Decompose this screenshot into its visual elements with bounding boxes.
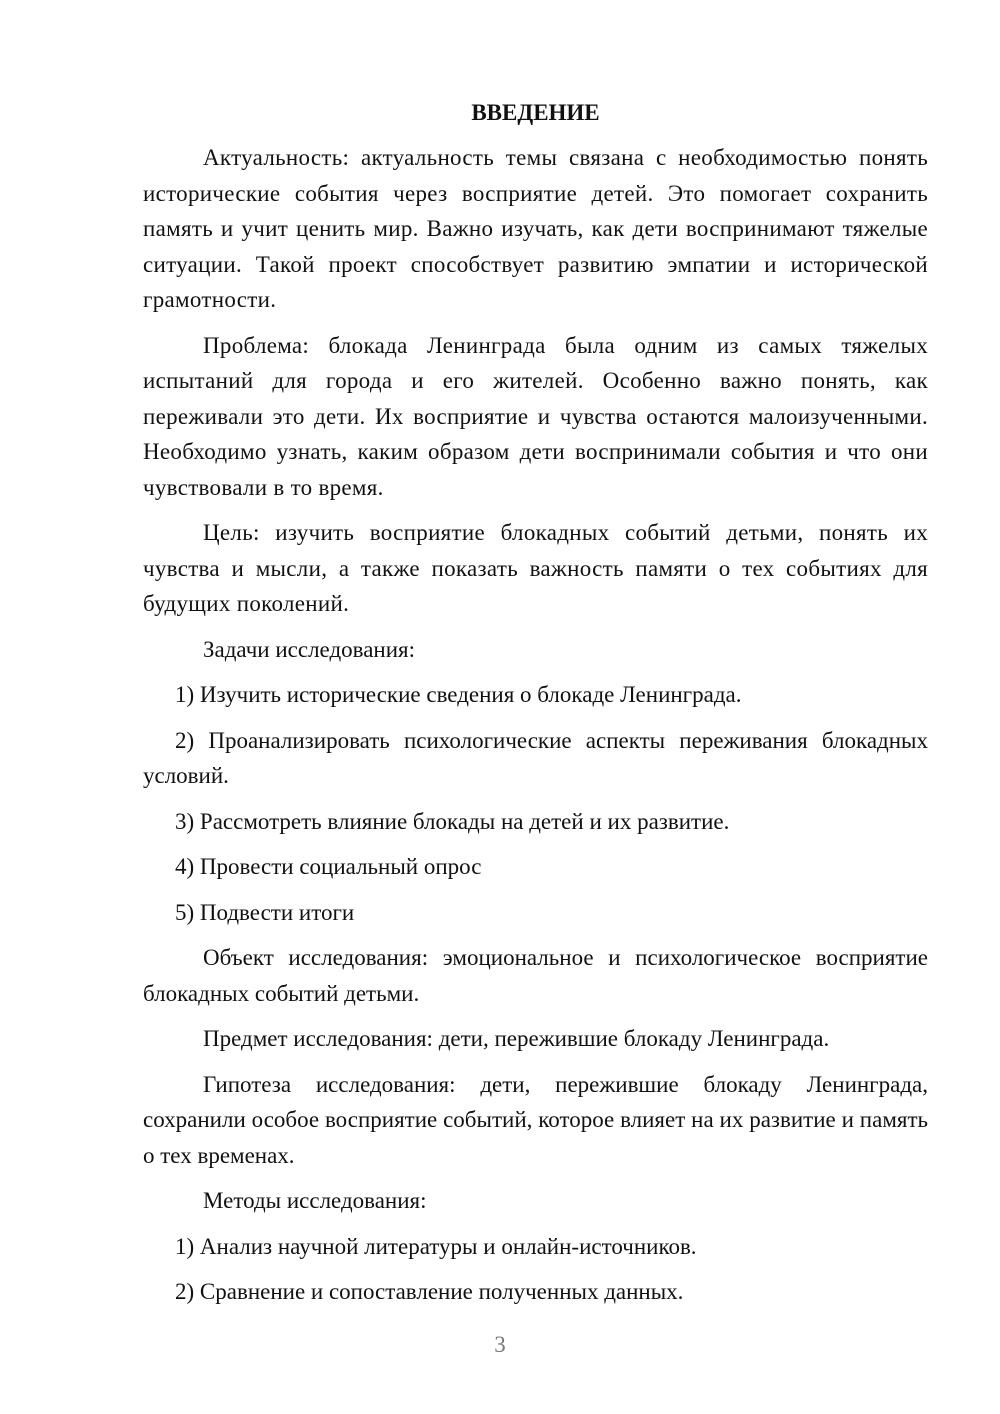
methods-heading: Методы исследования:	[203, 1188, 427, 1213]
goal-paragraph: Цель: изучить восприятие блокадных событий детьми, понять их чувства и мысли, а также показать важность памяти о тех событиях для будущих поколений.	[143, 520, 928, 616]
page-title: ВВЕДЕНИЕ	[471, 100, 600, 125]
hypothesis-paragraph: Гипотеза исследования: дети, пережившие блокаду Ленинграда, сохранили особое восприятие событий, которое влияет на их развитие и память о тех временах.	[143, 1071, 928, 1168]
task-item-5: 5) Подвести итоги	[175, 899, 355, 925]
object-paragraph: Объект исследования: эмоциональное и психологическое восприятие блокадных событий детьми.	[143, 945, 928, 1006]
method-item-2: 2) Сравнение и сопоставление полученных данных.	[175, 1279, 684, 1304]
task-item-4: 4) Провести социальный опрос	[175, 854, 482, 879]
relevance-paragraph: Актуальность: актуальность темы связана с необходимостью понять исторические события через восприятие детей. Это помогает сохранить память и учит ценить мир. Важно изучать, как дети воспринимают тяжелые ситуации. Такой проект способствует развитию эмпатии и исторической грамотности.	[143, 145, 928, 312]
page-number: 3	[494, 1332, 506, 1357]
tasks-heading: Задачи исследования:	[203, 636, 416, 662]
problem-paragraph: Проблема: блокада Ленинграда была одним из самых тяжелых испытаний для города и его жителей. Особенно важно понять, как переживали это дети. Их восприятие и чувства остаются малоизученными. Необходимо узнать, каким образом дети воспринимали события и что они чувствовали в то время.	[143, 332, 928, 500]
task-item-1: 1) Изучить исторические сведения о блокаде Ленинграда.	[175, 682, 742, 707]
method-item-1: 1) Анализ научной литературы и онлайн-источников.	[175, 1233, 697, 1259]
task-item-2: 2) Проанализировать психологические аспекты переживания блокадных условий.	[143, 727, 928, 788]
task-item-3: 3) Рассмотреть влияние блокады на детей и их развитие.	[175, 808, 730, 834]
document-body	[143, 95, 928, 1320]
subject-paragraph: Предмет исследования: дети, пережившие блокаду Ленинграда.	[203, 1026, 830, 1051]
